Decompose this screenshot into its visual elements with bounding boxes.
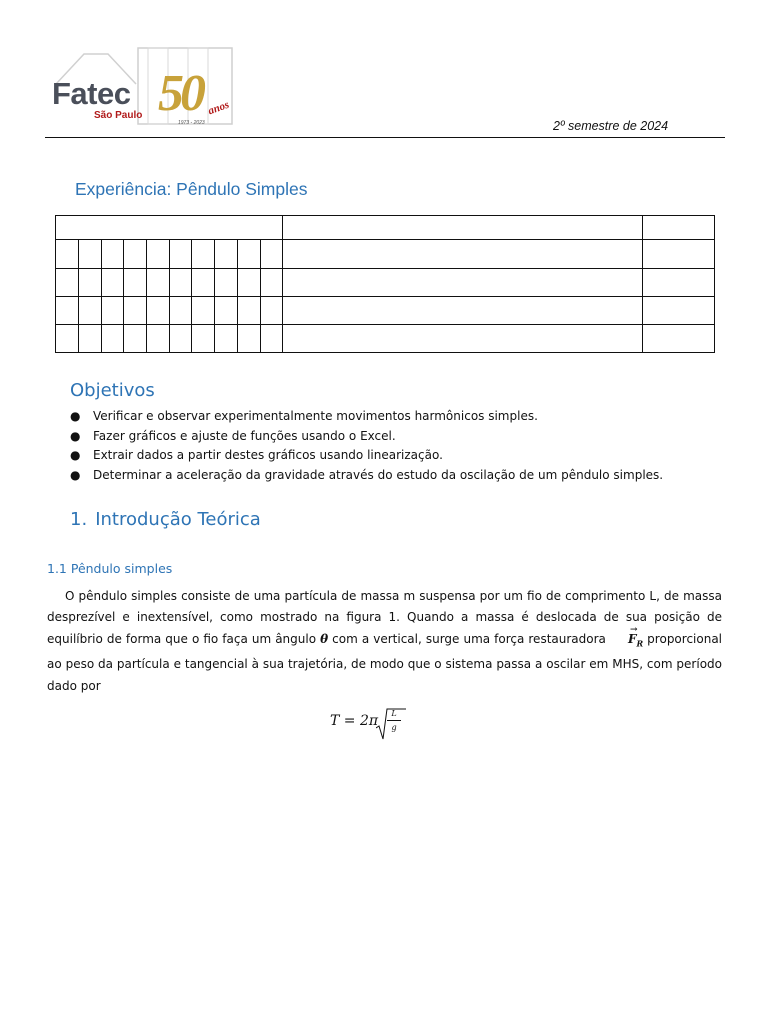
formula-fraction [387,708,401,733]
logo-50-text: 50 [158,65,202,122]
bullet-icon: ● [70,448,81,462]
vector-arrow-icon: → [629,624,638,635]
formula-denominator: g [391,723,397,732]
formula-numerator: L [391,709,397,718]
list-item: ● Verificar e observar experimentalmente movimentos harmônicos simples. [70,407,730,427]
identification-table-grid [55,215,715,353]
introducao-heading [70,509,261,530]
restoring-force-symbol: → $F_R$ [610,629,643,655]
fatec-50-anos-logo [50,46,240,130]
bullet-icon: ● [70,409,81,423]
list-item: ● Determinar a aceleração da gravidade através do estudo da oscilação de um pêndulo simples. [70,466,730,486]
section-title: Introdução Teórica [95,509,261,530]
theta-symbol: θ [320,631,329,646]
logo-city-text: São Paulo [94,110,143,121]
objetivos-heading: Objetivos [70,380,155,401]
header-divider [45,137,725,138]
pendulo-paragraph: O pêndulo simples consiste de uma partícula de massa m suspensa por um fio de comprimento L, de massa desprezível e inextensível, como mostrado na figura 1. Quando a massa é deslocada de sua posição de equilíbrio de forma que o fio faça um ângulo θ com a vertical, surge uma força restauradora → $F_R$ proporcional ao peso da partícula e tangencial à sua trajetória, de modo que o sistema passa a oscilar em MHS, com período dado por [47,589,723,693]
bullet-icon: ● [70,467,81,482]
logo-years-text: 1973 - 2023 [178,120,205,126]
semester-label: 2º semestre de 2024 [553,119,669,133]
pendulo-subheading: 1.1 Pêndulo simples [47,561,173,576]
fraction-bar [387,720,401,721]
bullet-icon: ● [70,428,81,443]
logo-fatec-text: Fatec [52,76,131,111]
experiment-title: Experiência: Pêndulo Simples [75,179,308,199]
identification-table [55,215,715,353]
logo-anos-text: anos [206,98,231,118]
formula-lhs: T = 2π [330,713,379,729]
objetivos-list [70,407,730,485]
section-number: 1. [70,509,88,530]
list-item: ● Extrair dados a partir destes gráficos usando linearização. [70,446,730,466]
list-item: ● Fazer gráficos e ajuste de funções usando o Excel. [70,427,730,447]
